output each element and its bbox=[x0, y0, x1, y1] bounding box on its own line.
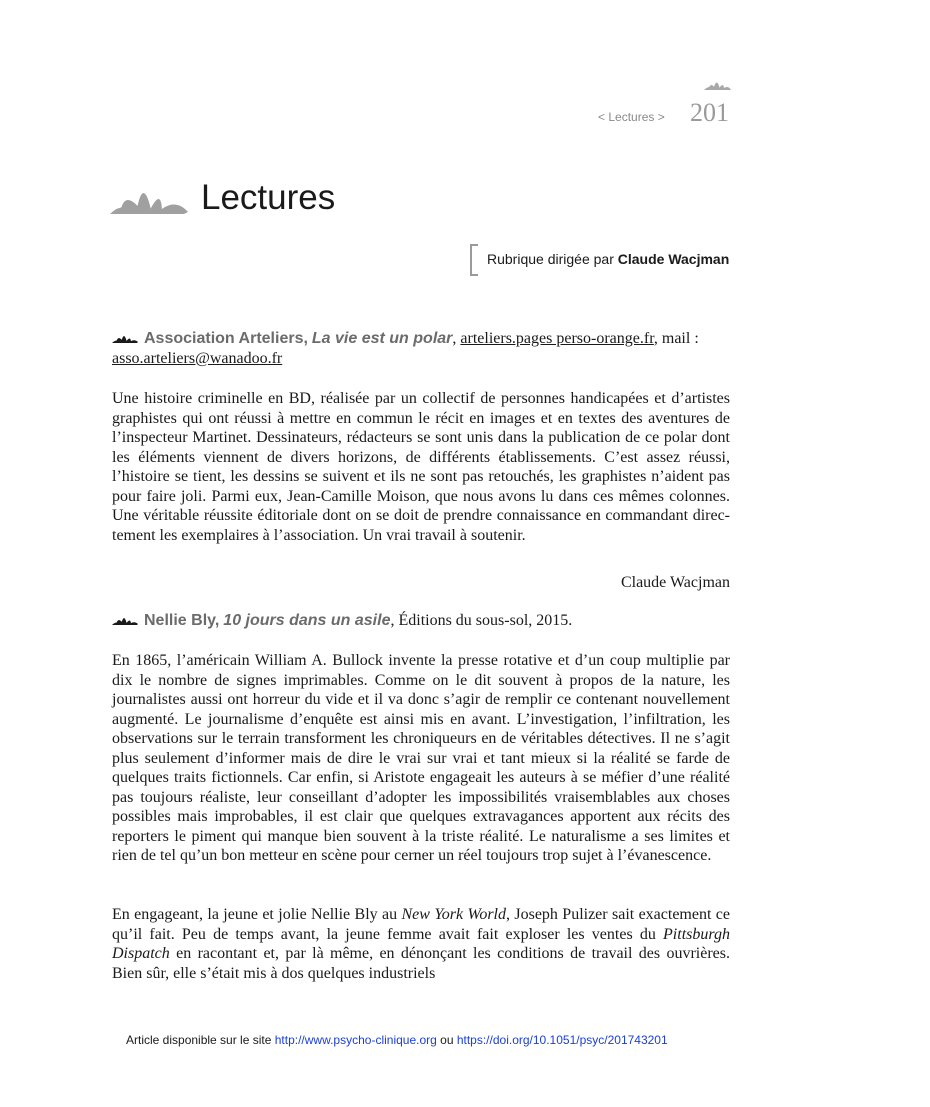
footer-availability bbox=[126, 1033, 668, 1047]
entry1-sep: , bbox=[452, 330, 461, 347]
entry2-paragraph-1: En 1865, l’américain William A. Bullock invente la presse rotative et d’un coup multiplie par dix le nombre de signes imprimables. Comme on le dit souvent à propos de la nature, les journalistes aussi ont horreur du vide et il va donc s’agir de remplir ce contenant nouvellement augmenté. Le journalisme d’enquête est ainsi mis en avant. L’investigation, l’infiltration, les observations sur le terrain transforment les chroniqueurs en de véritables détectives. Il ne s’agit plus seulement d’informer mais de dire le vrai sur vrai et tant mieux si la réalité se farde de quelques traits fictionnels. Car enfin, si Aristote engageait les auteurs à se méfier d’une réalité pas toujours réaliste, leur conseillant d’adopter les impossibilités vraisemblables aux choses possibles mais improbables, il est clair que quelques extravagances apportent aux récits des reporters le piment qui manque bien souvent à la triste réalité. Le naturalisme a ses limites et rien de tel qu’un bon metteur en scène pour cerner un réel toujours trop sujet à l’évanescence. bbox=[112, 652, 730, 864]
running-head: < Lectures > bbox=[598, 110, 665, 124]
footer-site-link[interactable]: http://www.psycho-clinique.org bbox=[274, 1033, 437, 1047]
entry1-author: Association Arteliers, bbox=[144, 330, 308, 347]
entry1-email-link[interactable]: asso.arteliers@wanadoo.fr bbox=[112, 349, 283, 367]
page-title: Lectures bbox=[201, 178, 336, 217]
entry2-publisher: , Éditions du sous-sol, 2015. bbox=[390, 612, 573, 629]
entry1-body: Une histoire criminelle en BD, réalisée par un collectif de personnes handicapées et d’artistes graphistes qui ont réussi à mettre en commun le récit en images et en textes des aventures de l’inspecteur Martinet. Dessinateurs, rédacteurs se sont unis dans la publication de ce polar dont les éléments viennent de divers horizons, de différents établissements. C’est assez réussi, l’histoire se tient, les dessins se suivent et ils ne sont pas retouchés, les graphistes n’aident pas pour faire joli. Parmi eux, Jean-Camille Moison, que nous avons lu dans ces mêmes colonnes. Une véritable réussite éditoriale dont on se doit de prendre connaissance en commandant directement les exemplaires à l’association. Un vrai travail à soutenir. bbox=[112, 390, 730, 544]
p2-text-a: En engageant, la jeune et jolie Nellie Bly au bbox=[112, 906, 402, 923]
editor-credit bbox=[487, 251, 729, 267]
p2-text-c: en racontant et, par là même, en dénonçant les conditions de travail des ouvrières. Bien sûr, elle s’était mis à dos quelques industriels bbox=[112, 945, 730, 982]
footer-middle: ou bbox=[436, 1033, 457, 1047]
p2-newspaper-pd: Pittsburgh Dispatch bbox=[112, 925, 730, 962]
title-fan-leaf-icon bbox=[110, 170, 188, 216]
entry1-site-link[interactable]: arteliers.pages perso-orange.fr bbox=[460, 330, 654, 347]
entry2-author: Nellie Bly, bbox=[144, 612, 220, 629]
p2-newspaper-nyw: New York World bbox=[401, 906, 506, 923]
footer-prefix: Article disponible sur le site bbox=[126, 1033, 275, 1047]
entry2-title: 10 jours dans un asile bbox=[223, 612, 391, 629]
header-fan-leaf-icon bbox=[702, 72, 732, 92]
editor-prefix: Rubrique dirigée par bbox=[487, 251, 618, 267]
editor-bracket bbox=[470, 244, 478, 276]
p2-text-b: , Joseph Pulizer sait exactement ce qu’il fait. Peu de temps avant, la jeune femme avait fait exploser les ventes du bbox=[112, 906, 730, 943]
entry1-heading bbox=[112, 329, 732, 368]
entry1-signature: Claude Wacjman bbox=[620, 574, 730, 591]
entry1-title: La vie est un polar bbox=[311, 330, 453, 347]
entry2-paragraph-2 bbox=[112, 905, 730, 983]
bullet-fan-leaf-icon bbox=[112, 329, 138, 344]
footer-doi-link[interactable]: https://doi.org/10.1051/psyc/201743201 bbox=[456, 1033, 668, 1047]
bullet-fan-leaf-icon bbox=[112, 611, 138, 626]
page-number: 201 bbox=[690, 98, 729, 127]
entry2-heading bbox=[112, 611, 732, 631]
entry1-mail-label: , mail : bbox=[653, 330, 699, 347]
editor-name: Claude Wacjman bbox=[617, 251, 730, 267]
